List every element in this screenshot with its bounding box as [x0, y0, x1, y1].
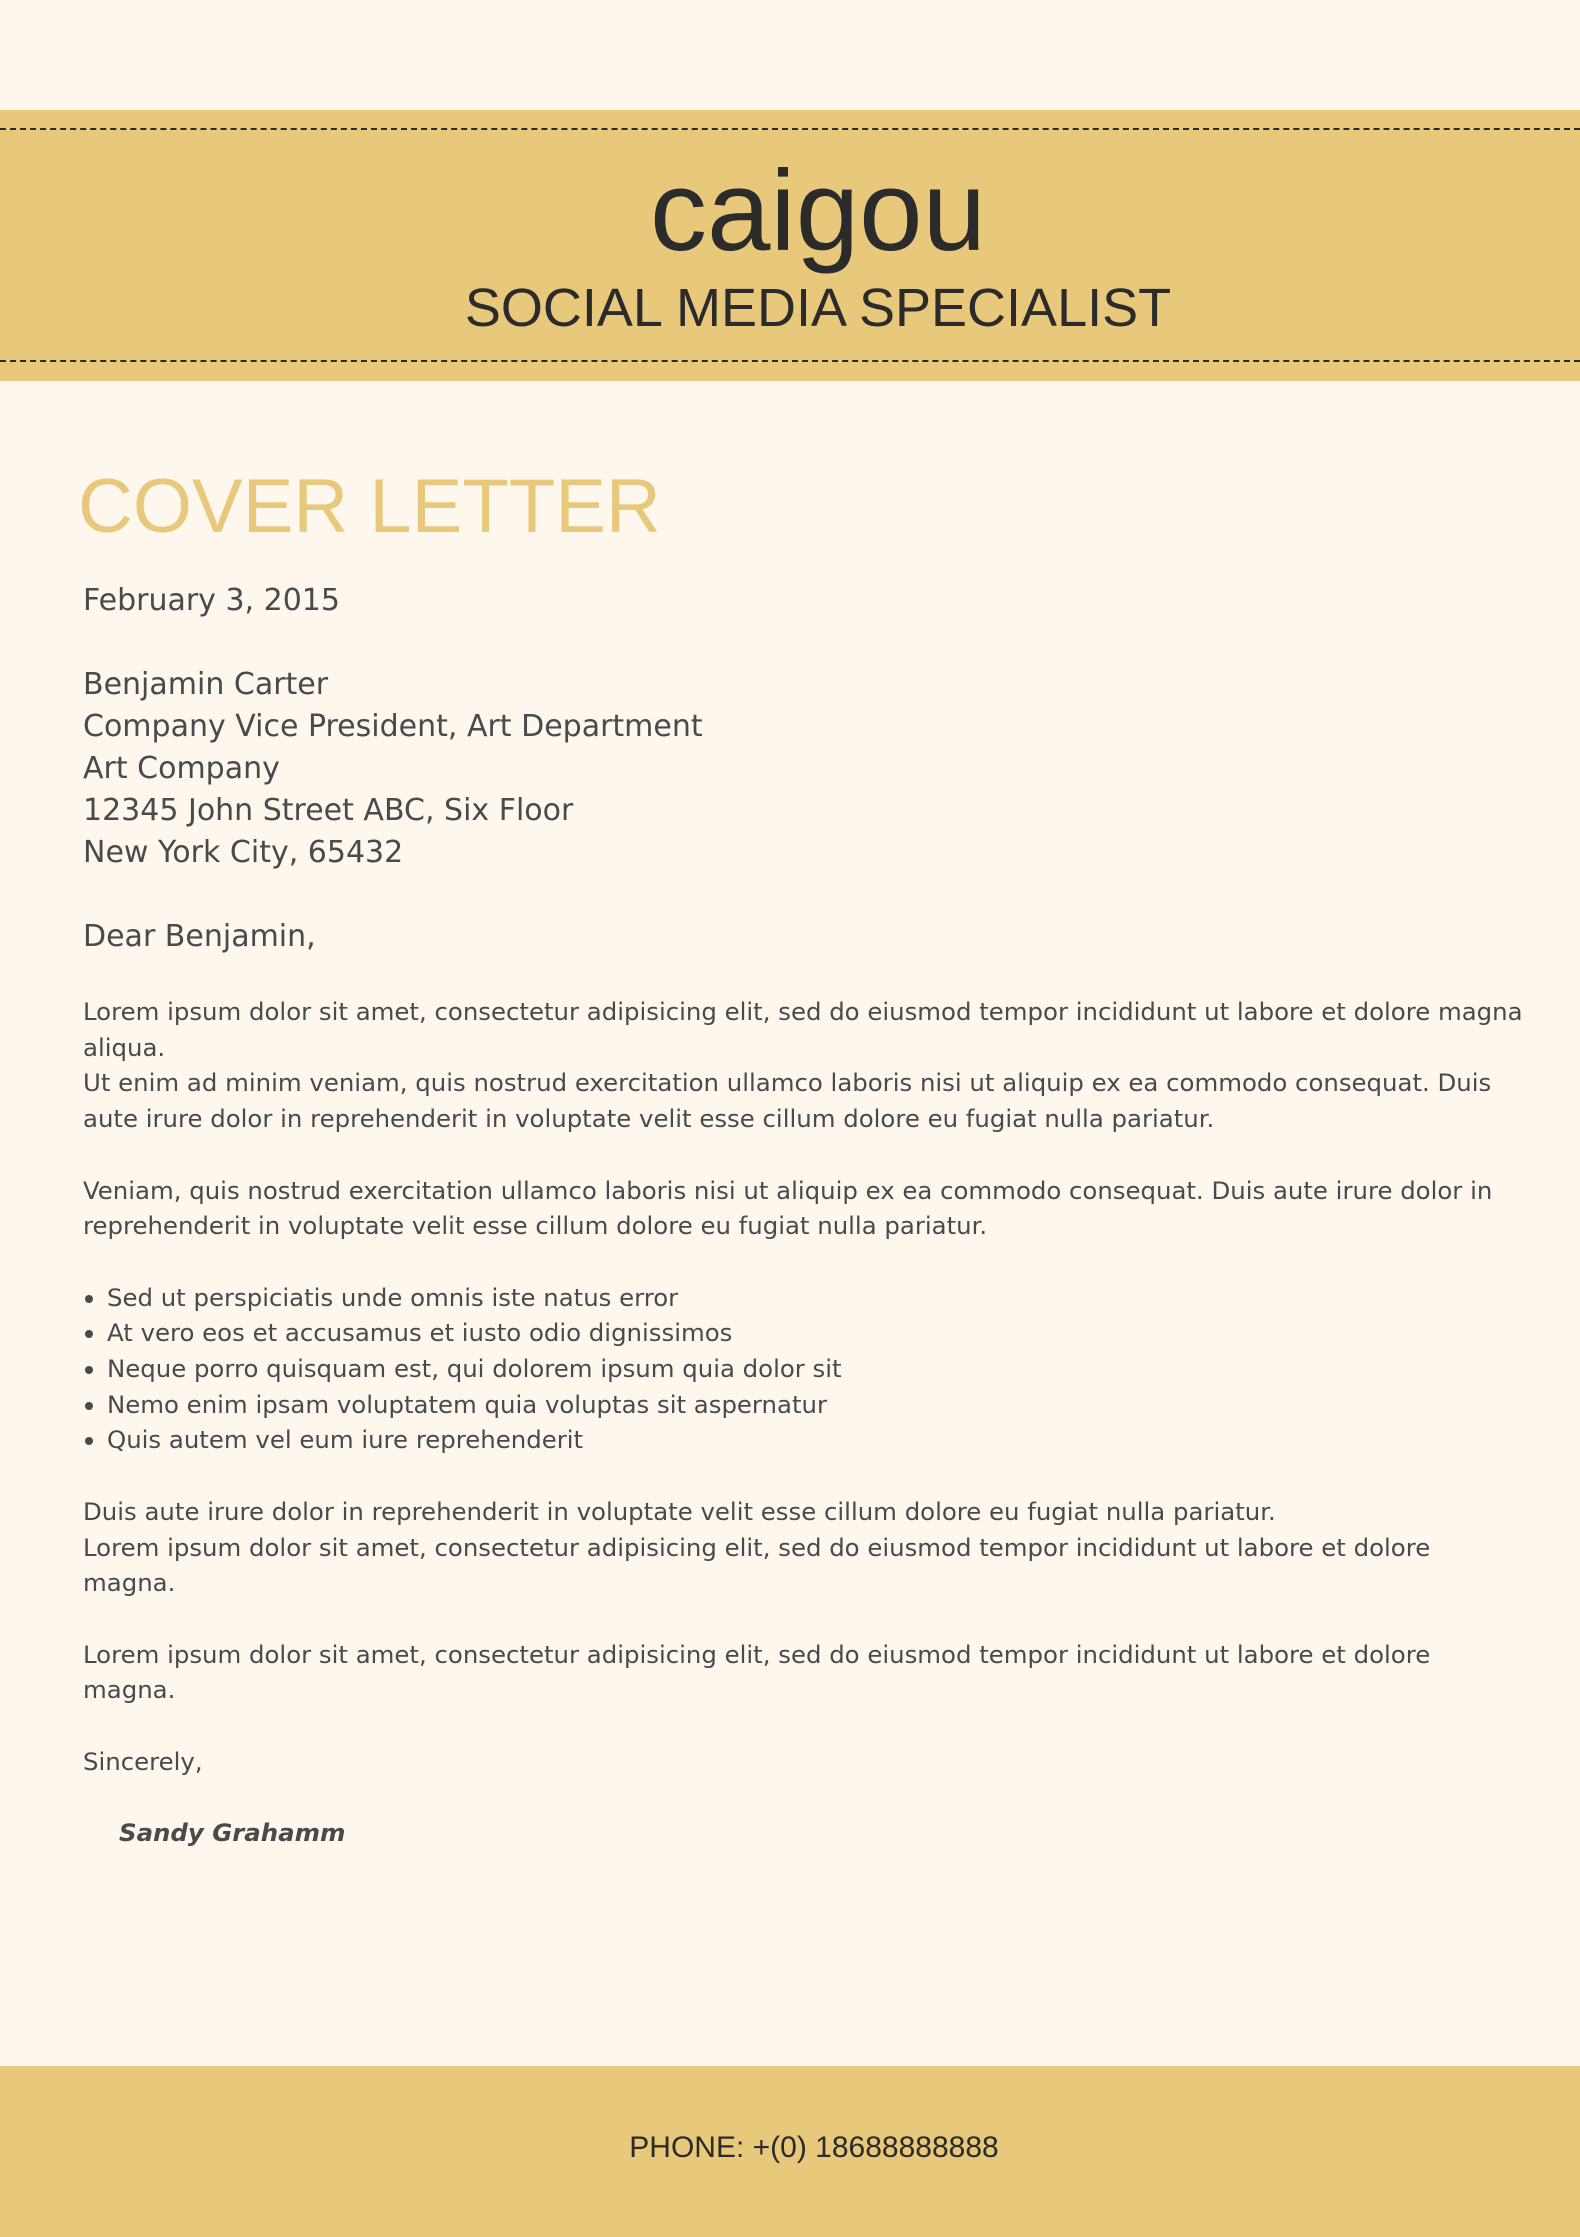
bullet-item: At vero eos et accusamus et iusto odio dignissimos: [83, 1315, 1523, 1351]
recipient-street: 12345 John Street ABC, Six Floor: [83, 793, 574, 828]
section-title: COVER LETTER: [78, 464, 661, 549]
paragraph-1: [83, 994, 1523, 1137]
signoff: Sincerely,: [83, 1746, 203, 1776]
bullet-item: Nemo enim ipsam voluptatem quia voluptas sit aspernatur: [83, 1387, 1523, 1423]
letter-date: February 3, 2015: [83, 583, 340, 618]
footer-phone: PHONE: +(0) 18688888888: [629, 2131, 999, 2164]
paragraph-1-line-1: Lorem ipsum dolor sit amet, consectetur adipisicing elit, sed do eiusmod tempor incididunt ut labore et dolore magna aliqua.: [83, 997, 1523, 1062]
recipient-position: Company Vice President, Art Department: [83, 709, 703, 744]
bullet-item: Neque porro quisquam est, qui dolorem ipsum quia dolor sit: [83, 1351, 1523, 1387]
paragraph-3-line-2: Lorem ipsum dolor sit amet, consectetur adipisicing elit, sed do eiusmod tempor incididunt ut labore et dolore magna.: [83, 1532, 1431, 1598]
signature: Sandy Grahamm: [119, 1818, 346, 1848]
header-bottom-dashed-divider: [0, 360, 1580, 362]
recipient-company: Art Company: [83, 751, 280, 786]
paragraph-1-line-2: Ut enim ad minim veniam, quis nostrud exercitation ullamco laboris nisi ut aliquip ex ea commodo consequat. Duis aute irure dolor in reprehenderit in voluptate velit esse cillum dolore eu fugiat nulla pariatur.: [83, 1068, 1492, 1134]
greeting: Dear Benjamin,: [83, 919, 316, 954]
letter-body: [83, 580, 1523, 1851]
recipient-address-block: [83, 664, 1523, 874]
paragraph-3-line-1: Duis aute irure dolor in reprehenderit in voluptate velit esse cillum dolore eu fugiat nulla pariatur.: [83, 1496, 1276, 1526]
applicant-name: caigou: [650, 148, 986, 275]
header-band: [0, 110, 1580, 381]
bullet-item: Quis autem vel eum iure reprehenderit: [83, 1422, 1523, 1458]
footer-band: [0, 2066, 1580, 2237]
job-title: SOCIAL MEDIA SPECIALIST: [464, 278, 1172, 338]
header-top-dashed-divider: [0, 128, 1580, 130]
paragraph-2: Veniam, quis nostrud exercitation ullamco laboris nisi ut aliquip ex ea commodo consequat. Duis aute irure dolor in reprehenderit in voluptate velit esse cillum dolore eu fugiat nulla pariatur.: [83, 1175, 1493, 1241]
bullet-list: [83, 1280, 1523, 1459]
paragraph-3: [83, 1494, 1523, 1601]
recipient-city: New York City, 65432: [83, 835, 404, 870]
bullet-item: Sed ut perspiciatis unde omnis iste natus error: [83, 1280, 1523, 1316]
paragraph-4: Lorem ipsum dolor sit amet, consectetur adipisicing elit, sed do eiusmod tempor incididunt ut labore et dolore magna.: [83, 1639, 1431, 1705]
recipient-name: Benjamin Carter: [83, 667, 329, 702]
